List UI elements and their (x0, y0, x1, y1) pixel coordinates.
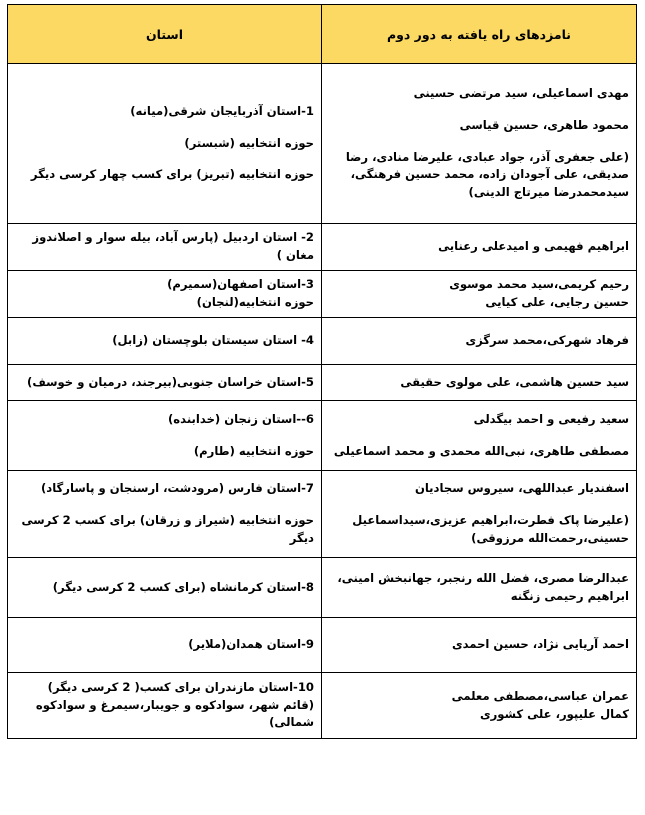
candidate-line: ابراهیم فهیمی و امیدعلی رعنایی (438, 239, 629, 254)
table-row (8, 64, 637, 224)
province-line: (قائم شهر، سوادکوه و جویبار،سیمرغ و سوادکوه شمالی) (35, 697, 314, 730)
candidate-line: فرهاد شهرکی،محمد سرگزی (465, 333, 629, 348)
table-row (8, 224, 637, 271)
cell-candidates (322, 471, 637, 558)
province-line: 2- استان اردبیل (پارس آباد، بیله سوار و اصلاندوز مغان ) (32, 230, 314, 262)
province-line: 3-استان اصفهان(سمیرم) (167, 277, 314, 292)
province-line: 10-استان مازندران برای کسب( 2 کرسی دیگر) (47, 679, 314, 694)
table-body (8, 64, 637, 739)
table-row (8, 271, 637, 318)
header-row (8, 5, 637, 64)
cell-province (8, 673, 322, 739)
province-line: 6--استان زنجان (خدابنده) (167, 411, 314, 426)
candidate-line: عمران عباسی،مصطفی معلمی (451, 688, 629, 703)
cell-candidates (322, 318, 637, 365)
candidate-line: (علیرضا پاک فطرت،ابراهیم عزیزی،سیداسماعیل حسینی،رحمت‌الله مرزوقی) (352, 513, 629, 545)
province-line: حوزه انتخابیه (طارم) (193, 443, 314, 458)
cell-province (8, 64, 322, 224)
cell-candidates (322, 401, 637, 471)
province-line: حوزه انتخابیه(لنجان) (196, 295, 314, 309)
cell-province (8, 365, 322, 401)
cell-province (8, 318, 322, 365)
cell-province (8, 558, 322, 618)
candidate-line: عبدالرضا مصری، فضل الله رنجبر، جهانبخش امینی، ابراهیم رحیمی زنگنه (337, 570, 629, 603)
table-row (8, 471, 637, 558)
candidate-line: اسفندیار عبداللهی، سیروس سجادیان (414, 481, 629, 496)
table-row (8, 318, 637, 365)
province-line: 8-استان کرمانشاه (برای کسب 2 کرسی دیگر) (52, 579, 314, 594)
province-line: 9-استان همدان(ملایر) (188, 637, 314, 652)
table-row (8, 558, 637, 618)
candidate-line: مصطفی طاهری، نبی‌الله محمدی و محمد اسماعیلی (333, 443, 629, 458)
province-line: 4- استان سیستان بلوچستان (زابل) (112, 333, 314, 348)
candidate-line: سعید رفیعی و احمد بیگدلی (473, 411, 629, 426)
candidate-line: مهدی اسماعیلی، سید مرتضی حسینی (413, 85, 629, 100)
table-row (8, 618, 637, 673)
cell-province (8, 618, 322, 673)
candidate-line: رحیم کریمی،سید محمد موسوی (449, 277, 629, 292)
candidate-line: کمال علیپور، علی کشوری (480, 706, 629, 721)
cell-province (8, 471, 322, 558)
candidate-line: حسین رجایی، علی کیایی (485, 295, 629, 309)
candidate-line: محمود طاهری، حسین قیاسی (459, 117, 629, 132)
cell-candidates (322, 558, 637, 618)
province-line: حوزه انتخابیه (شبستر) (184, 135, 314, 150)
cell-candidates (322, 673, 637, 739)
province-line: حوزه انتخابیه (تبریز) برای کسب چهار کرسی دیگر (30, 167, 314, 182)
cell-candidates (322, 271, 637, 318)
election-results-table (7, 4, 637, 739)
table-header (8, 5, 637, 64)
column-header-province: استان (8, 5, 322, 64)
cell-province (8, 271, 322, 318)
province-line: 1-استان آذربایجان شرقی(میانه) (130, 103, 314, 118)
cell-province (8, 401, 322, 471)
table-row (8, 365, 637, 401)
table-row (8, 673, 637, 739)
candidate-line: (علی جعفری آذر، جواد عبادی، علیرضا منادی، رضا صدیقی، علی آجودان زاده، محمد حسین فرهنگی، سیدمحمدرضا میرتاج الدینی) (345, 149, 629, 200)
cell-candidates (322, 618, 637, 673)
province-line: 5-استان خراسان جنوبی(بیرجند، درمیان و خوسف) (27, 374, 314, 389)
province-line: 7-استان فارس (مرودشت، ارسنجان و پاسارگاد) (40, 481, 314, 496)
cell-candidates (322, 365, 637, 401)
cell-province (8, 224, 322, 271)
candidate-line: احمد آریایی نژاد، حسین احمدی (451, 637, 629, 652)
table-row (8, 401, 637, 471)
candidate-line: سید حسین هاشمی، علی مولوی حقیقی (400, 374, 629, 389)
province-line: حوزه انتخابیه (شیراز و زرقان) برای کسب 2 کرسی دیگر (21, 513, 314, 545)
cell-candidates (322, 224, 637, 271)
column-header-candidates: نامزدهای راه یافته به دور دوم (322, 5, 637, 64)
cell-candidates (322, 64, 637, 224)
